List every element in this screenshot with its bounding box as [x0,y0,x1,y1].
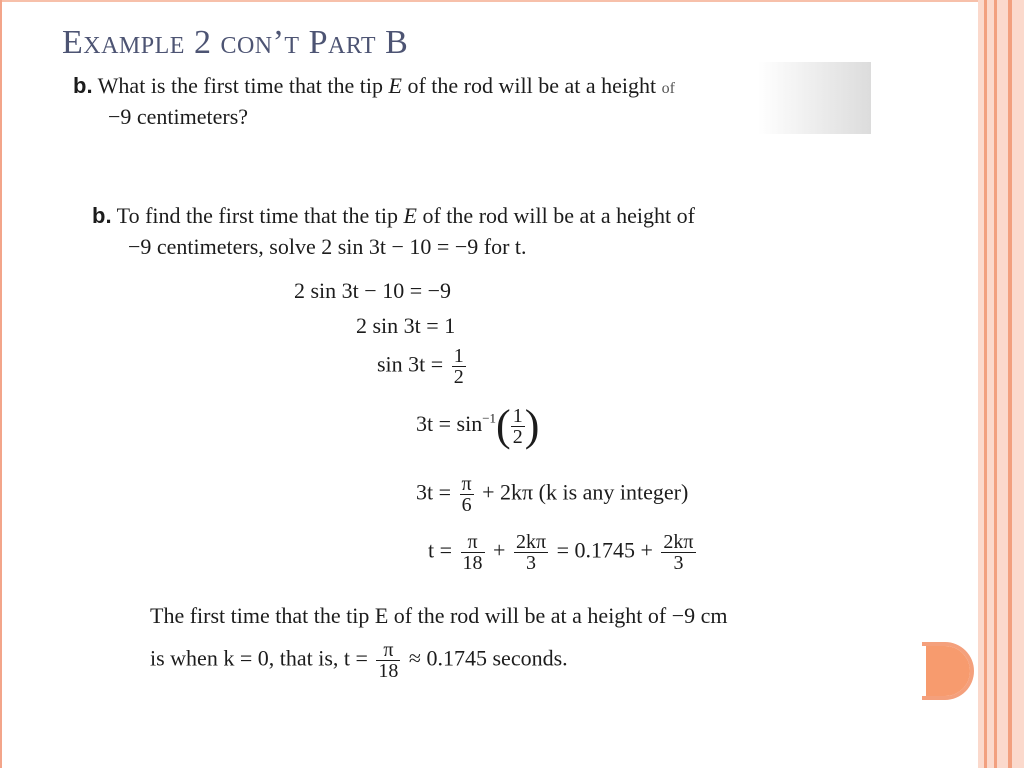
step-6-mid: = 0.1745 + [556,537,653,563]
frac-num: π [461,532,485,553]
question-line-1 [73,73,675,99]
frac-num: 1 [453,345,464,367]
step-5-rhs: + 2kπ (k is any integer) [482,479,689,505]
question-scan [64,62,871,134]
question-label: b. [73,73,93,98]
frame-stripe [1008,0,1012,768]
question-text-rest: of the rod will be at a height [407,73,657,98]
equation-step-4 [416,401,540,450]
equation-step-6 [428,532,699,573]
solution-line-2: −9 centimeters, solve 2 sin 3t − 10 = −9 for t. [128,234,527,259]
frac-den: 3 [673,552,684,574]
equation-step-1: 2 sin 3t − 10 = −9 [294,278,452,303]
fraction-pi-eighteen [376,640,400,681]
equation-step-5 [416,474,688,515]
frac-den: 2 [453,366,464,388]
step-3-lhs: sin 3t = [377,351,444,377]
conclusion-text-a: is when k = 0, that is, t = [150,645,368,671]
frame-stripe [994,0,997,768]
question-var-e: E [388,73,402,98]
conclusion-text-b: ≈ 0.1745 seconds. [408,645,568,671]
frame-left-line [0,0,2,768]
frac-den: 18 [462,552,483,574]
solution-line-1 [92,203,695,229]
question-line-2: −9 centimeters? [108,104,249,129]
conclusion-line-1: The first time that the tip E of the rod will be at a height of −9 cm [150,603,728,628]
fraction-pi-six [460,474,474,515]
frac-num: π [376,640,400,661]
inverse-superscript: −1 [482,410,497,426]
fraction-one-half [511,406,525,447]
solution-var-e: E [403,203,417,228]
solution-text-a: To find the first time that the tip [116,203,399,228]
question-text: What is the first time that the tip [97,73,383,98]
frac-num: π [461,473,472,495]
equation-step-3 [377,346,469,387]
conclusion-line-2 [150,640,568,681]
frame-top-line [0,0,978,2]
frame-right-border [978,0,1024,768]
frac-den: 2 [512,425,523,448]
equation-step-2: 2 sin 3t = 1 [356,313,456,338]
frac-den: 3 [526,552,536,574]
frac-num: 1 [512,404,523,427]
frac-num: 2kπ [515,531,547,553]
right-paren: ) [524,401,540,450]
frame-stripe [984,0,987,768]
fraction-2kpi-three [661,532,695,573]
question-text-end: of [661,80,675,97]
half-circle-icon [922,642,974,700]
frac-den: 18 [378,660,399,682]
left-paren: ( [496,401,511,450]
step-6-lhs: t = [428,537,453,563]
fraction-pi-eighteen [461,532,485,573]
fraction-one-half [452,346,466,387]
frac-den: 6 [461,494,472,516]
step-4-lhs: 3t = sin [416,411,483,437]
fraction-2kpi-three [514,532,548,573]
step-6-plus: + [493,537,506,563]
solution-text-b: of the rod will be at a height of [422,203,695,228]
step-5-lhs: 3t = [416,479,452,505]
solution-label: b. [92,203,112,228]
frac-num: 2kπ [663,531,694,553]
page-title: Example 2 con’t Part B [62,24,409,61]
